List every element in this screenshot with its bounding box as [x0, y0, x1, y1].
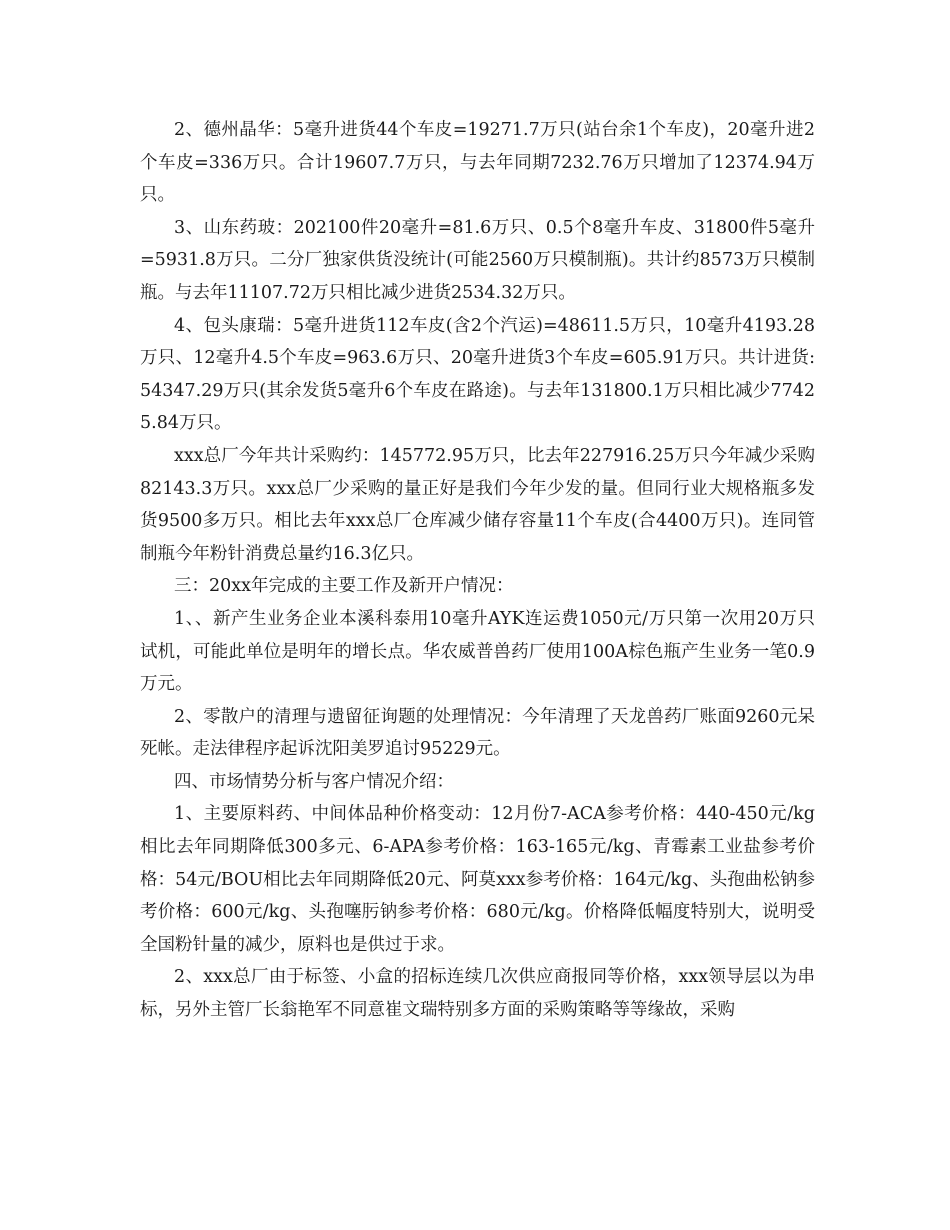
- paragraph-raw-material-prices: 1、主要原料药、中间体品种价格变动：12月份7-ACA参考价格：440-450元/kg相比去年同期降低300多元、6-APA参考价格：163-165元/kg、青霉素工业盐参考价格：54元/BOU相比去年同期降低20元、阿莫xxx参考价格：164元/kg、头孢曲松钠参考价格：600元/kg、头孢噻肟钠参考价格：680元/kg。价格降低幅度特别大，说明受全国粉针量的减少，原料也是供过于求。: [140, 804, 815, 955]
- document-body: [140, 114, 815, 1027]
- paragraph-new-business: 1、、新产生业务企业本溪科泰用10毫升AYK连运费1050元/万只第一次用20万只试机，可能此单位是明年的增长点。华农威普兽药厂使用100A棕色瓶产生业务一笔0.9万元。: [140, 608, 815, 695]
- section-heading-market-analysis: 四、市场情势分析与客户情况介绍：: [174, 771, 454, 792]
- paragraph-tender-situation: 2、xxx总厂由于标签、小盒的招标连续几次供应商报同等价格，xxx领导层以为串标，另外主管厂长翁艳军不同意崔文瑞特别多方面的采购策略等等缘故，采购: [140, 967, 815, 1021]
- paragraph-dezhou-jinghua: 2、德州晶华：5毫升进货44个车皮=19271.7万只(站台余1个车皮)，20毫升进2个车皮=336万只。合计19607.7万只，与去年同期7232.76万只增加了12374.94万只。: [140, 120, 815, 206]
- paragraph-baotou-kangrui: 4、包头康瑞：5毫升进货112车皮(含2个汽运)=48611.5万只，10毫升4193.28万只、12毫升4.5个车皮=963.6万只、20毫升进货3个车皮=605.91万只。共计进货:54347.29万只(其余发货5毫升6个车皮在路途)。与去年131800.1万只相比减少77425.84万只。: [140, 315, 815, 434]
- section-heading-work-and-new-accounts: 三：20xx年完成的主要工作及新开户情况：: [174, 576, 514, 597]
- paragraph-scattered-accounts: 2、零散户的清理与遗留征询题的处理情况：今年清理了天龙兽药厂账面9260元呆死帐。走法律程序起诉沈阳美罗追讨95229元。: [140, 706, 815, 760]
- paragraph-shandong-yaobo: 3、山东药玻：202100件20毫升=81.6万只、0.5个8毫升车皮、31800件5毫升=5931.8万只。二分厂独家供货没统计(可能2560万只模制瓶)。共计约8573万只模制瓶。与去年11107.72万只相比减少进货2534.32万只。: [140, 217, 815, 303]
- paragraph-purchase-summary: xxx总厂今年共计采购约：145772.95万只，比去年227916.25万只今年减少采购82143.3万只。xxx总厂少采购的量正好是我们今年少发的量。但同行业大规格瓶多发货9500多万只。相比去年xxx总厂仓库减少储存容量11个车皮(合4400万只)。连同管制瓶今年粉针消费总量约16.3亿只。: [140, 445, 815, 564]
